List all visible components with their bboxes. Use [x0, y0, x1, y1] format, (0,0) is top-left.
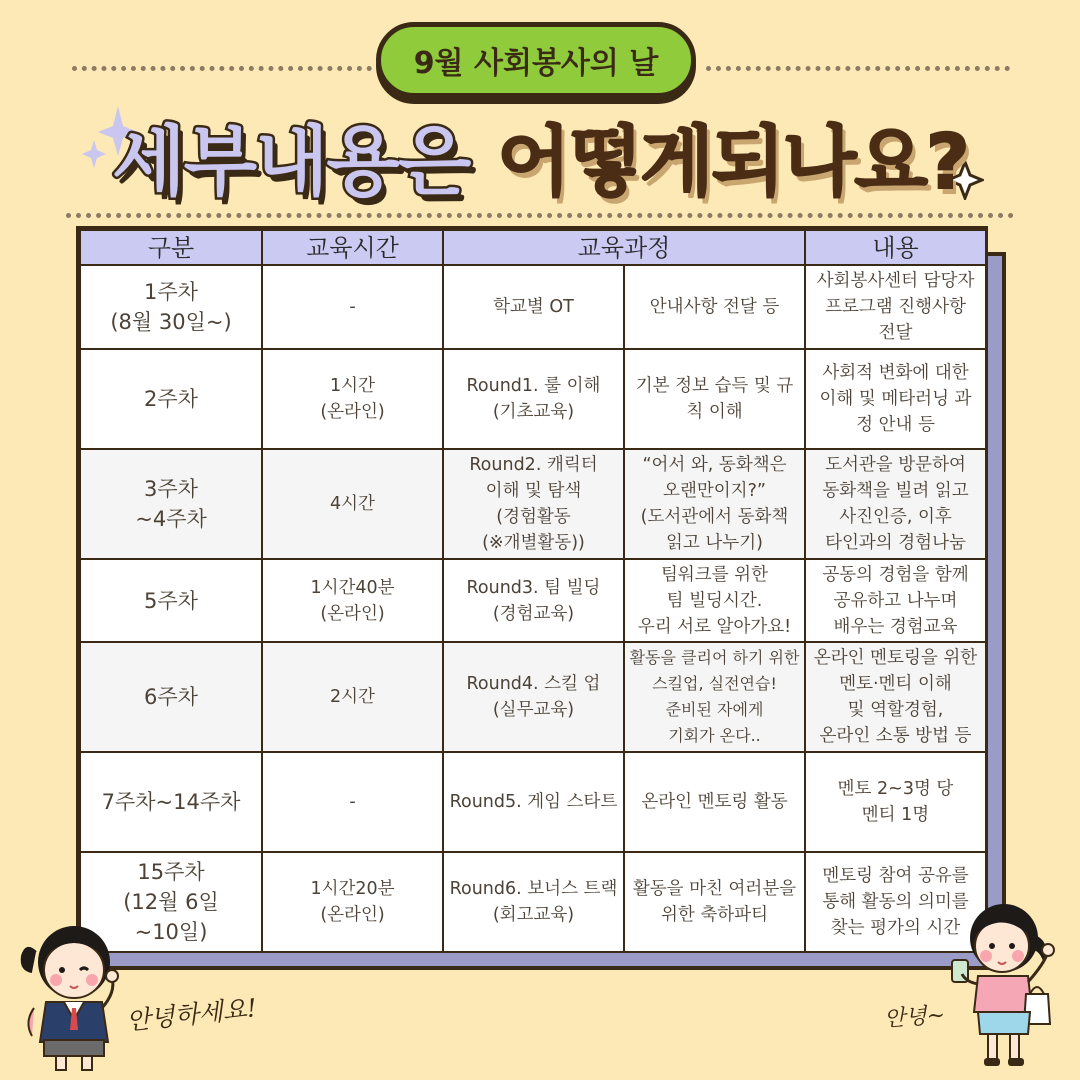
title-part2: 어떻게되나요? [497, 116, 968, 206]
cell-duration: 1시간20분 (온라인) [262, 852, 443, 952]
student-character-left-icon [16, 912, 128, 1072]
greeting-left: 안녕하세요! [124, 993, 259, 1036]
cell-activity: 온라인 멘토링 활동 [624, 752, 805, 852]
table-row [80, 349, 986, 449]
greeting-right: 안녕~ [883, 1002, 946, 1033]
dotted-divider-top-left [72, 66, 372, 71]
cell-duration: 2시간 [262, 642, 443, 752]
table-row [80, 752, 986, 852]
cell-duration: 1시간40분 (온라인) [262, 559, 443, 642]
cell-duration: - [262, 265, 443, 349]
cell-content: 사회적 변화에 대한 이해 및 메타러닝 과 정 안내 등 [805, 349, 986, 449]
cell-week: 3주차 ~4주차 [80, 449, 262, 559]
cell-content: 온라인 멘토링을 위한 멘토·멘티 이해 및 역할경험, 온라인 소통 방법 등 [805, 642, 986, 752]
cell-activity: 팀워크를 위한 팀 빌딩시간. 우리 서로 알아가요! [624, 559, 805, 642]
cell-activity: “어서 와, 동화책은 오랜만이지?” (도서관에서 동화책 읽고 나누기) [624, 449, 805, 559]
cell-week: 6주차 [80, 642, 262, 752]
cell-week: 5주차 [80, 559, 262, 642]
schedule-table [76, 226, 988, 952]
cell-round: Round3. 팀 빌딩 (경험교육) [443, 559, 624, 642]
cell-week: 1주차 (8월 30일~) [80, 265, 262, 349]
cell-activity: 안내사항 전달 등 [624, 265, 805, 349]
page-title [0, 100, 1080, 210]
cell-activity: 기본 정보 습득 및 규 칙 이해 [624, 349, 805, 449]
cell-content: 공동의 경험을 함께 공유하고 나누며 배우는 경험교육 [805, 559, 986, 642]
cell-activity: 활동을 마친 여러분을 위한 축하파티 [624, 852, 805, 952]
cell-week: 15주차 (12월 6일 ~10일) [80, 852, 262, 952]
cell-round: Round2. 캐릭터 이해 및 탐색 (경험활동 (※개별활동)) [443, 449, 624, 559]
table-row [80, 852, 986, 952]
cell-content: 사회봉사센터 담당자 프로그램 진행사항 전달 [805, 265, 986, 349]
table-row [80, 265, 986, 349]
header-content: 내용 [805, 230, 986, 265]
title-part1: 세부내용은 [112, 116, 470, 206]
cell-duration: 4시간 [262, 449, 443, 559]
cell-round: Round4. 스킬 업 (실무교육) [443, 642, 624, 752]
dotted-divider-top-right [706, 66, 1010, 71]
cell-week: 7주차~14주차 [80, 752, 262, 852]
table-row [80, 642, 986, 752]
student-character-right-icon [944, 894, 1064, 1074]
event-badge [376, 22, 696, 98]
header-duration: 교육시간 [262, 230, 443, 265]
dotted-divider-middle [66, 213, 1014, 218]
cell-round: Round6. 보너스 트랙 (회고교육) [443, 852, 624, 952]
table-row [80, 559, 986, 642]
cell-activity: 활동을 클리어 하기 위한 스킬업, 실전연습! 준비된 자에게 기회가 온다.. [624, 642, 805, 752]
cell-duration: - [262, 752, 443, 852]
header-category: 구분 [80, 230, 262, 265]
cell-duration: 1시간 (온라인) [262, 349, 443, 449]
cell-content: 멘토링 참여 공유를 통해 활동의 의미를 찾는 평가의 시간 [805, 852, 986, 952]
cell-week: 2주차 [80, 349, 262, 449]
cell-content: 도서관을 방문하여 동화책을 빌려 읽고 사진인증, 이후 타인과의 경험나눔 [805, 449, 986, 559]
cell-round: Round5. 게임 스타트 [443, 752, 624, 852]
table-row [80, 449, 986, 559]
cell-round: Round1. 룰 이해 (기초교육) [443, 349, 624, 449]
header-curriculum: 교육과정 [443, 230, 805, 265]
table-header-row [80, 230, 986, 265]
event-badge-label: 9월 사회봉사의 날 [413, 46, 659, 81]
cell-content: 멘토 2~3명 당 멘티 1명 [805, 752, 986, 852]
cell-round: 학교별 OT [443, 265, 624, 349]
